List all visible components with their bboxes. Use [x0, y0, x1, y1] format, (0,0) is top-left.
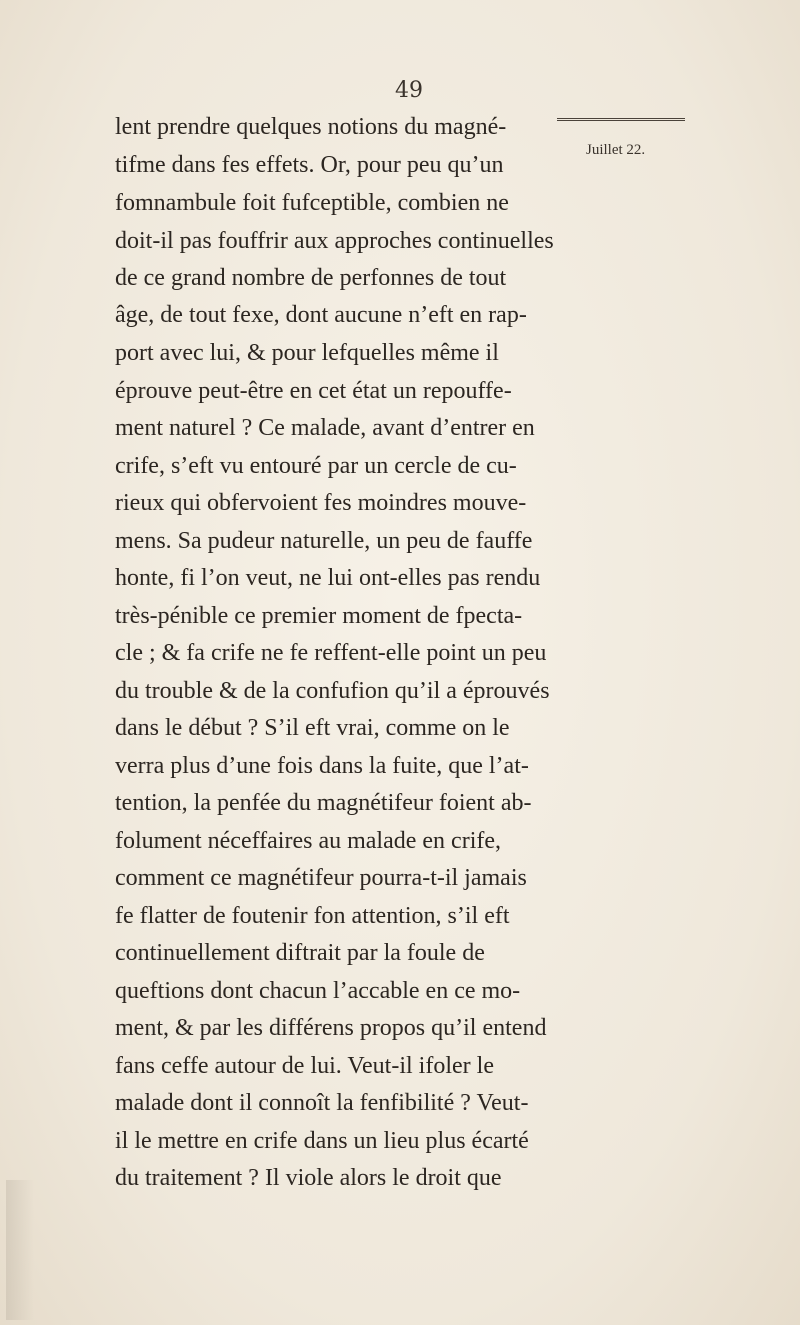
- text-line: lent prendre quelques notions du magné-: [115, 114, 507, 140]
- text-line: fans ceffe autour de lui. Veut-il ifoler le: [115, 1053, 494, 1079]
- text-line: doit-il pas fouffrir aux approches continuelles: [115, 228, 554, 254]
- text-line: tifme dans fes effets. Or, pour peu qu’un: [115, 152, 504, 178]
- text-line: crife, s’eft vu entouré par un cercle de cu-: [115, 453, 517, 479]
- text-line: tention, la penfée du magnétifeur foient ab-: [115, 790, 532, 816]
- text-line: port avec lui, & pour lefquelles même il: [115, 340, 499, 366]
- text-line: il le mettre en crife dans un lieu plus écarté: [115, 1128, 529, 1154]
- text-line: queftions dont chacun l’accable en ce mo-: [115, 978, 521, 1004]
- text-line: ment, & par les différens propos qu’il entend: [115, 1015, 547, 1041]
- text-line: ment naturel ? Ce malade, avant d’entrer en: [115, 415, 535, 441]
- text-line: honte, fi l’on veut, ne lui ont-elles pas rendu: [115, 565, 541, 591]
- text-line: mens. Sa pudeur naturelle, un peu de fauffe: [115, 528, 533, 554]
- page-number: 49: [395, 78, 423, 103]
- text-line: continuellement diftrait par la foule de: [115, 940, 485, 966]
- text-line: malade dont il connoît la fenfibilité ? Veut-: [115, 1090, 529, 1116]
- text-line: du trouble & de la confufion qu’il a éprouvés: [115, 678, 550, 704]
- text-line: fe flatter de foutenir fon attention, s’il eft: [115, 903, 510, 929]
- margin-note-date: Juillet 22.: [586, 142, 646, 158]
- text-line: dans le début ? S’il eft vrai, comme on le: [115, 715, 510, 741]
- text-line: cle ; & fa crife ne fe reffent-elle point un peu: [115, 640, 547, 666]
- text-line: très-pénible ce premier moment de fpecta-: [115, 603, 523, 629]
- text-line: comment ce magnétifeur pourra-t-il jamais: [115, 865, 527, 891]
- text-line: folument néceffaires au malade en crife,: [115, 828, 502, 854]
- text-line: éprouve peut-être en cet état un repouffe-: [115, 378, 512, 404]
- text-line: verra plus d’une fois dans la fuite, que l’at-: [115, 753, 529, 779]
- margin-rule: [557, 118, 685, 121]
- text-line: fomnambule foit fufceptible, combien ne: [115, 190, 509, 216]
- text-line: âge, de tout fexe, dont aucune n’eft en rap-: [115, 302, 527, 328]
- text-line: du traitement ? Il viole alors le droit que: [115, 1165, 502, 1191]
- paper-blemish: [6, 1180, 34, 1320]
- text-line: de ce grand nombre de perfonnes de tout: [115, 265, 507, 291]
- text-line: rieux qui obfervoient fes moindres mouve-: [115, 490, 527, 516]
